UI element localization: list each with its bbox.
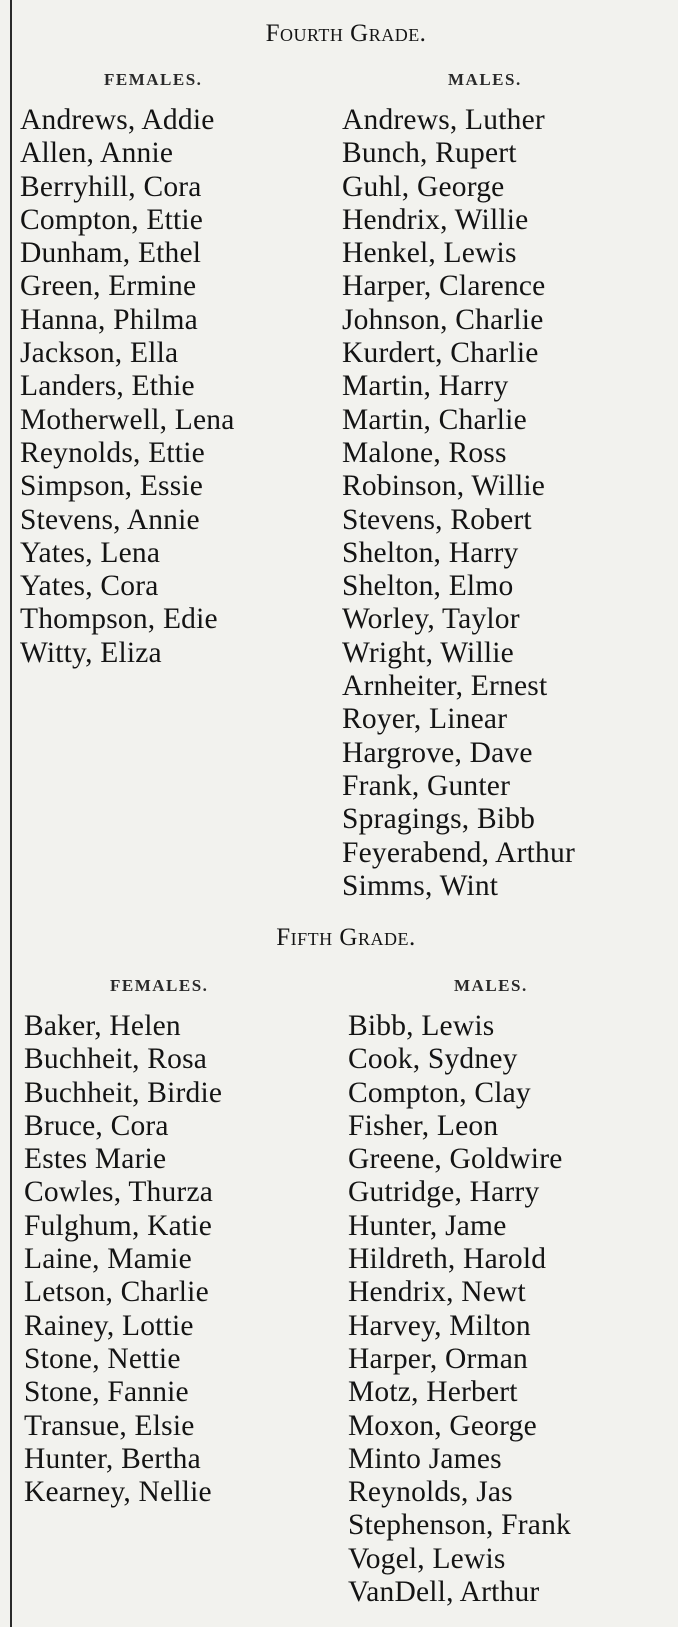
name-entry: Baker, Helen xyxy=(24,1010,181,1042)
name-entry: Vogel, Lewis xyxy=(348,1542,506,1575)
name-entry: Reynolds, Jas xyxy=(348,1476,513,1509)
name-entry: Bunch, Rupert xyxy=(342,137,517,170)
name-entry: Berryhill, Cora xyxy=(20,170,202,203)
name-entry: Compton, Ettie xyxy=(20,203,204,236)
name-entry: Hendrix, Newt xyxy=(348,1276,526,1309)
fourth-grade-title: Fourth Grade. xyxy=(265,20,427,47)
name-entry: Worley, Taylor xyxy=(342,603,520,636)
name-entry: Hargrove, Dave xyxy=(342,736,533,769)
name-entry: Simms, Wint xyxy=(342,869,499,902)
name-entry: Buchheit, Birdie xyxy=(24,1076,223,1109)
name-entry: Spragings, Bibb xyxy=(342,803,536,836)
name-entry: Motz, Herbert xyxy=(348,1376,518,1409)
name-entry: Moxon, George xyxy=(348,1409,537,1442)
name-entry: Henkel, Lewis xyxy=(342,237,517,270)
name-entry: VanDell, Arthur xyxy=(348,1576,540,1609)
name-entry: Shelton, Harry xyxy=(342,536,519,569)
name-entry: Harper, Orman xyxy=(348,1342,528,1375)
name-entry: Martin, Charlie xyxy=(342,403,527,436)
name-entry: Stevens, Annie xyxy=(20,503,200,536)
name-entry: Jackson, Ella xyxy=(20,337,179,370)
name-entry: Minto James xyxy=(348,1442,502,1475)
name-entry: Witty, Eliza xyxy=(20,636,162,669)
name-entry: Thompson, Edie xyxy=(20,603,218,636)
name-entry: Yates, Cora xyxy=(20,570,159,603)
name-entry: Reynolds, Ettie xyxy=(20,436,205,469)
name-entry: Dunham, Ethel xyxy=(20,237,202,270)
name-entry: Wright, Willie xyxy=(342,636,514,669)
name-entry: Bruce, Cora xyxy=(24,1109,169,1142)
name-entry: Gutridge, Harry xyxy=(348,1176,540,1209)
name-entry: Hildreth, Harold xyxy=(348,1243,547,1276)
name-entry: Feyerabend, Arthur xyxy=(342,836,575,869)
fourth-grade-females-heading: FEMALES. xyxy=(104,70,203,89)
name-entry: Harvey, Milton xyxy=(348,1309,531,1342)
name-entry: Kearney, Nellie xyxy=(24,1476,212,1509)
name-entry: Letson, Charlie xyxy=(24,1276,209,1309)
name-entry: Bibb, Lewis xyxy=(348,1010,495,1042)
name-entry: Motherwell, Lena xyxy=(20,403,235,436)
name-entry: Stevens, Robert xyxy=(342,503,532,536)
name-entry: Hendrix, Willie xyxy=(342,203,529,236)
name-entry: Martin, Harry xyxy=(342,370,509,403)
name-entry: Laine, Mamie xyxy=(24,1243,192,1276)
name-entry: Transue, Elsie xyxy=(24,1409,195,1442)
name-entry: Guhl, George xyxy=(342,170,505,203)
name-entry: Fisher, Leon xyxy=(348,1109,499,1142)
name-entry: Compton, Clay xyxy=(348,1076,531,1109)
name-entry: Fulghum, Katie xyxy=(24,1209,212,1242)
name-entry: Greene, Goldwire xyxy=(348,1143,563,1176)
fifth-grade-males-list xyxy=(348,1010,571,1609)
name-entry: Green, Ermine xyxy=(20,270,197,303)
fourth-grade-males-heading: MALES. xyxy=(448,70,522,89)
name-entry: Andrews, Luther xyxy=(342,104,545,136)
name-entry: Johnson, Charlie xyxy=(342,303,544,336)
name-entry: Kurdert, Charlie xyxy=(342,337,539,370)
name-entry: Robinson, Willie xyxy=(342,470,546,503)
fifth-grade-males-heading: MALES. xyxy=(454,976,528,995)
fifth-grade-title: Fifth Grade. xyxy=(276,924,416,951)
name-entry: Hunter, Jame xyxy=(348,1209,507,1242)
name-entry: Harper, Clarence xyxy=(342,270,546,303)
fifth-grade-females-heading: FEMALES. xyxy=(110,976,209,995)
fourth-grade-females-list xyxy=(20,104,235,670)
name-entry: Buchheit, Rosa xyxy=(24,1043,208,1076)
name-entry: Estes Marie xyxy=(24,1143,167,1176)
name-entry: Stone, Fannie xyxy=(24,1376,189,1409)
name-entry: Landers, Ethie xyxy=(20,370,195,403)
name-entry: Shelton, Elmo xyxy=(342,570,514,603)
name-entry: Cowles, Thurza xyxy=(24,1176,214,1209)
name-entry: Simpson, Essie xyxy=(20,470,204,503)
name-entry: Rainey, Lottie xyxy=(24,1309,194,1342)
name-entry: Cook, Sydney xyxy=(348,1043,518,1076)
name-entry: Stone, Nettie xyxy=(24,1342,181,1375)
name-entry: Malone, Ross xyxy=(342,436,507,469)
name-entry: Stephenson, Frank xyxy=(348,1509,571,1542)
name-entry: Royer, Linear xyxy=(342,703,508,736)
name-entry: Yates, Lena xyxy=(20,536,161,569)
name-entry: Allen, Annie xyxy=(20,137,174,170)
name-entry: Arnheiter, Ernest xyxy=(342,670,548,703)
fifth-grade-females-list xyxy=(24,1010,222,1509)
fourth-grade-males-list xyxy=(342,104,575,903)
name-entry: Frank, Gunter xyxy=(342,769,511,802)
name-entry: Andrews, Addie xyxy=(20,104,215,136)
column-rule xyxy=(10,0,12,1627)
name-entry: Hanna, Philma xyxy=(20,303,198,336)
name-entry: Hunter, Bertha xyxy=(24,1442,201,1475)
